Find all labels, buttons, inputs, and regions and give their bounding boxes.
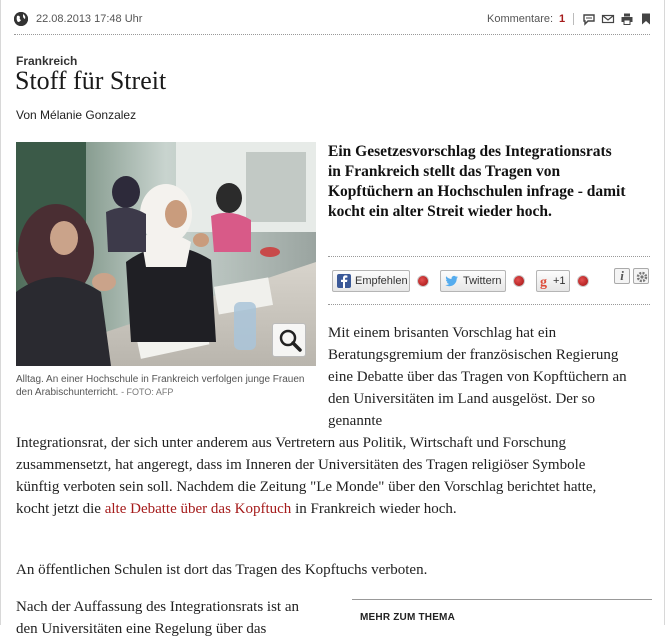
globe-icon	[14, 12, 28, 26]
article-kicker: Frankreich	[16, 54, 78, 68]
paragraph-3-cut: den Universitäten eine Regelung über das	[16, 621, 267, 637]
article-headline: Stoff für Streit	[15, 66, 167, 95]
article-meta-bar	[14, 10, 656, 32]
paragraph-1-text: Integrationsrat, der sich unter anderem aus Vertretern aus Politik, Wirtschaft und Forschung zusammensetzt, hat angeregt, dass im Inneren der Universitäten des Tragen religiöser Symbole künftig verboten sein soll. Nachdem die Zeitung "Le Monde" über den Vorschlag berichtet hatte, kocht jetzt die	[16, 435, 597, 517]
article-byline: Von Mélanie Gonzalez	[16, 108, 137, 122]
comment-bubble-icon[interactable]	[583, 13, 595, 25]
divider	[328, 304, 650, 305]
related-box-title: MEHR ZUM THEMA	[360, 612, 456, 623]
facebook-share-button[interactable]	[332, 270, 410, 292]
divider	[14, 34, 650, 35]
social-share-bar	[328, 266, 652, 296]
article-teaser: Ein Gesetzesvorschlag des Integrationsrats in Frankreich stellt das Tragen von Kopftüchern an Hochschulen infrage - damit kocht ein alter Streit wieder hoch.	[328, 143, 626, 220]
photo-caption	[16, 374, 316, 399]
svg-text:g: g	[540, 275, 547, 290]
gplus-share-button[interactable]	[536, 270, 570, 292]
mail-icon[interactable]	[602, 13, 614, 25]
info-icon[interactable]: i	[614, 268, 630, 284]
twitter-icon	[445, 274, 459, 288]
paragraph-1-end: in Frankreich wieder hoch.	[291, 501, 457, 517]
related-article-link[interactable]: alte Debatte über das Kopftuch	[104, 501, 292, 517]
twitter-label: Twittern	[463, 275, 502, 287]
twitter-share-button[interactable]	[440, 270, 506, 292]
paragraph-3: Nach der Auffassung des Integrationsrats ist an	[16, 599, 299, 615]
gplus-icon	[539, 274, 553, 288]
paragraph-2: An öffentlichen Schulen ist dort das Tragen des Kopftuchs verboten.	[16, 562, 428, 578]
publish-date: 22.08.2013 17:48 Uhr	[36, 13, 143, 25]
comments-count[interactable]: 1	[559, 13, 566, 25]
divider	[328, 256, 650, 257]
gplus-label: +1	[553, 275, 566, 287]
privacy-toggle-icon[interactable]	[513, 275, 525, 287]
privacy-toggle-icon[interactable]	[417, 275, 429, 287]
paragraph-1-continued	[16, 432, 616, 520]
caption-text: Alltag. An einer Hochschule in Frankreich verfolgen junge Frauen den Arabischunterricht.	[16, 374, 305, 398]
related-box-rule	[352, 599, 652, 600]
paragraph-1-start: Mit einem brisanten Vorschlag hat ein Beratungsgremium der französischen Regierung eine Debatte über das Tragen von Kopftüchern an den Universitäten im Land ausgelöst. Der so genannte	[328, 325, 627, 429]
divider	[573, 13, 574, 25]
magnifier-icon	[273, 324, 307, 358]
privacy-toggle-icon[interactable]	[577, 275, 589, 287]
gear-icon[interactable]	[633, 268, 649, 284]
zoom-button[interactable]	[272, 323, 306, 357]
photo-credit: - FOTO: AFP	[121, 387, 174, 397]
bookmark-icon[interactable]	[640, 13, 652, 25]
facebook-icon	[337, 274, 351, 288]
comments-link[interactable]: Kommentare:	[487, 13, 554, 25]
article-photo[interactable]	[16, 142, 316, 366]
print-icon[interactable]	[621, 13, 633, 25]
facebook-label: Empfehlen	[355, 275, 408, 287]
